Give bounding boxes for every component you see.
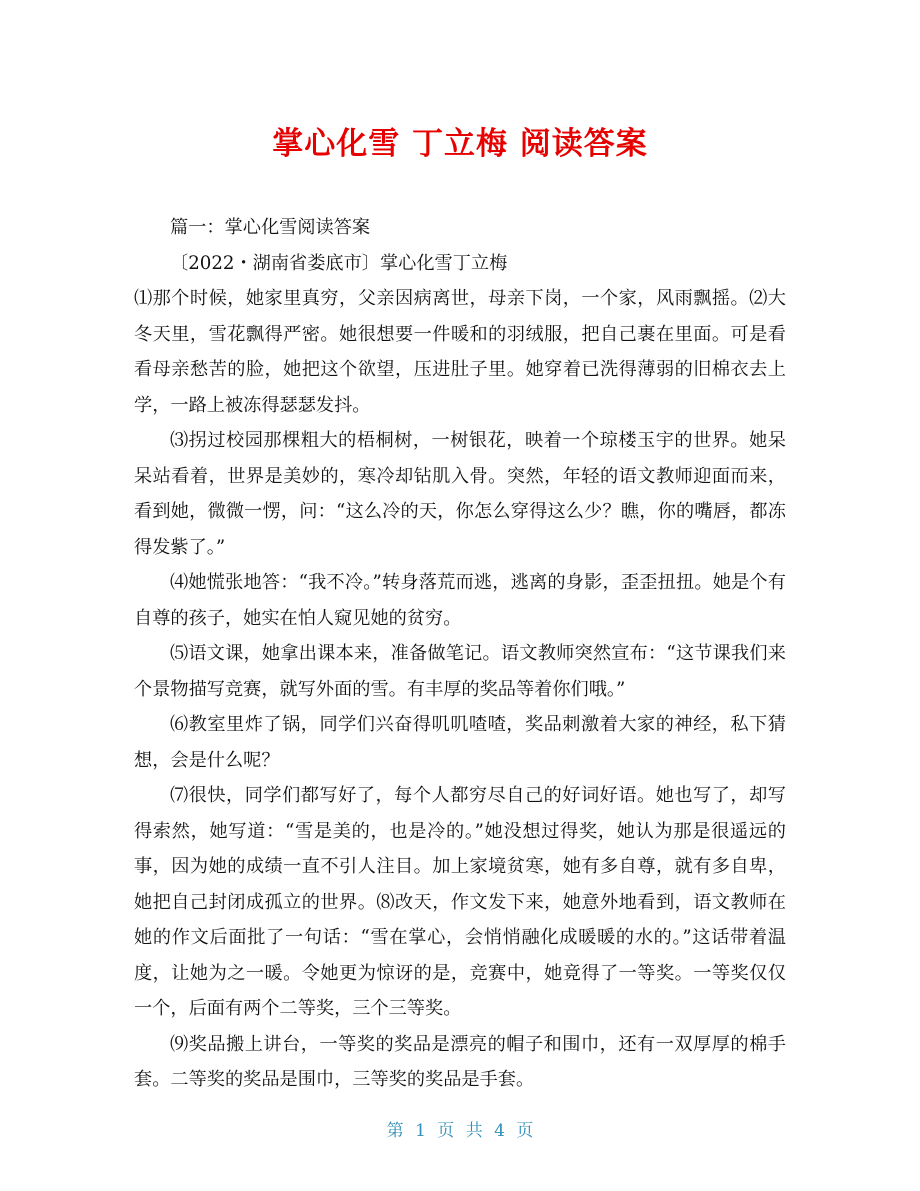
paragraph-5: ⑸语文课，她拿出课本来，准备做笔记。语文教师突然宣布：“这节课我们来个景物描写竞赛，就写外面的雪。有丰厚的奖品等着你们哦。” (134, 643, 786, 700)
source-line: 〔2022・湖南省娄底市〕掌心化雪丁立梅 (170, 252, 508, 274)
section-heading: 篇一：掌心化雪阅读答案 (170, 217, 371, 238)
paragraph-7: ⑺很快，同学们都写好了，每个人都穷尽自己的好词好语。她也写了，却写得索然，她写道：“雪是美的，也是冷的。”她没想过得奖，她认为那是很遥远的事，因为她的成绩一直不引人注目。加上家境贫寒，她有多自尊，就有多自卑，她把自己封闭成孤立的世界。⑻改天，作文发下来，她意外地看到，语文教师在她的作文后面批了一句话：“雪在掌心，会悄悄融化成暖暖的水的。”这话带着温度，让她为之一暖。令她更为惊讶的是，竞赛中，她竟得了一等奖。一等奖仅仅一个，后面有两个二等奖，三个三等奖。 (134, 785, 786, 1019)
document-title: 掌心化雪 丁立梅 阅读答案 (272, 126, 648, 162)
document-body (134, 210, 786, 1098)
paragraph-9: ⑼奖品搬上讲台，一等奖的奖品是漂亮的帽子和围巾，还有一双厚厚的棉手套。二等奖的奖品是围巾，三等奖的奖品是手套。 (134, 1033, 786, 1090)
paragraph-1: ⑴那个时候，她家里真穷，父亲因病离世，母亲下岗，一个家，风雨飘摇。⑵大冬天里，雪花飘得严密。她很想要一件暖和的羽绒服，把自己裹在里面。可是看看母亲愁苦的脸，她把这个欲望，压进肚子里。她穿着已洗得薄弱的旧棉衣去上学，一路上被冻得瑟瑟发抖。 (134, 288, 786, 416)
paragraph-4: ⑷她慌张地答：“我不冷。”转身落荒而逃，逃离的身影，歪歪扭扭。她是个有自尊的孩子，她实在怕人窥见她的贫穷。 (134, 572, 786, 629)
page-number-footer: 第 1 页 共 4 页 (386, 1121, 534, 1141)
paragraph-3: ⑶拐过校园那棵粗大的梧桐树，一树银花，映着一个琼楼玉宇的世界。她呆呆站看着，世界是美妙的，寒冷却钻肌入骨。突然，年轻的语文教师迎面而来，看到她，微微一愣，问：“这么冷的天，你怎么穿得这么少？瞧，你的嘴唇，都冻得发紫了。” (134, 430, 786, 558)
paragraph-6: ⑹教室里炸了锅，同学们兴奋得叽叽喳喳，奖品刺激着大家的神经，私下猜想，会是什么呢？ (134, 714, 786, 771)
